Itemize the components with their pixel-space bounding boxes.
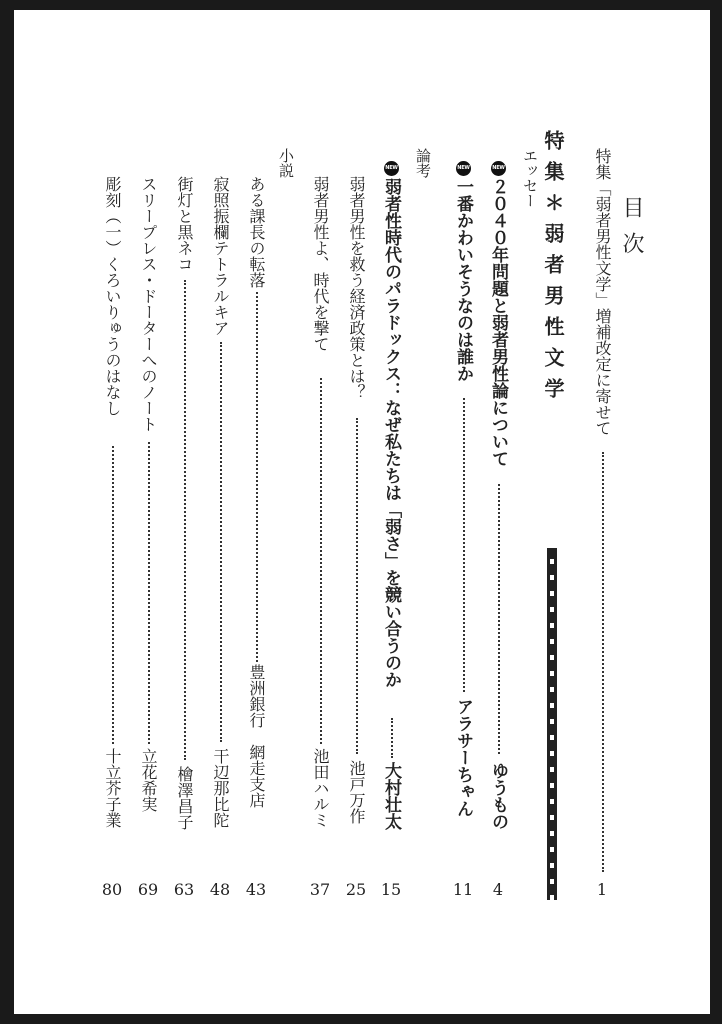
toc-entry-title[interactable]: 彫刻（一）くろいりゅうのはなし	[103, 176, 122, 416]
new-badge: NEW	[384, 161, 399, 176]
page-number: 11	[452, 880, 474, 899]
toc-entry-title[interactable]: スリープレス・ドーターへのノート	[139, 176, 158, 432]
page-number: 25	[345, 880, 367, 899]
toc-entry-title[interactable]: ある課長の転落	[247, 176, 266, 288]
page-number: 63	[173, 880, 195, 899]
leader-dots	[391, 718, 393, 758]
toc-entry-author: ゆうもの	[488, 762, 508, 830]
page-number: 15	[380, 880, 402, 899]
section-label-ronko: 論考	[414, 148, 432, 178]
toc-entry-title[interactable]: 弱者男性よ、時代を撃て	[311, 176, 330, 352]
toc-entry-author: 池戸万作	[347, 760, 366, 824]
leader-dots	[220, 342, 222, 742]
toc-entry-title[interactable]: 弱者男性を救う経済政策とは？	[347, 176, 366, 400]
toc-entry-title[interactable]: 街灯と黒ネコ	[175, 176, 194, 272]
toc-entry-title[interactable]: 一番かわいそうなのは誰か	[453, 178, 473, 382]
leader-dots	[112, 446, 114, 744]
page-title: 目次	[619, 196, 644, 268]
feature-heading: 特集＊弱者男性文学	[541, 130, 565, 409]
leader-dots	[148, 442, 150, 744]
page-number: 69	[137, 880, 159, 899]
toc-entry-author: アラサーちゃん	[453, 698, 473, 817]
toc-page	[14, 10, 710, 1014]
toc-entry-title[interactable]: 寂照振欄テトラルキア	[211, 176, 230, 336]
section-label-novel: 小説	[277, 148, 295, 178]
toc-entry-author: 大村壮太	[381, 762, 401, 830]
toc-entry-author: 檜澤昌子	[175, 766, 194, 830]
leader-dots	[356, 418, 358, 754]
leader-dots	[463, 398, 465, 692]
leader-dots	[184, 280, 186, 760]
page-number: 4	[492, 880, 504, 899]
toc-entry-preface-title[interactable]: 特集「弱者男性文学」増補改定に寄せて	[593, 148, 612, 436]
new-badge: NEW	[456, 161, 471, 176]
page-number: 43	[245, 880, 267, 899]
toc-entry-title[interactable]: ２０４０年問題と弱者男性論について	[488, 178, 508, 467]
leader-dots	[602, 452, 604, 872]
toc-entry-author: 池田ハルミ	[311, 748, 330, 828]
leader-dots	[320, 378, 322, 744]
leader-dots	[498, 484, 500, 754]
toc-entry-author: 立花希実	[139, 748, 158, 812]
toc-entry-author: 干辺那比陀	[211, 748, 230, 828]
double-rule	[547, 548, 557, 900]
toc-entry-title[interactable]: 弱者性時代のパラドックス：なぜ私たちは「弱さ」を競い合うのか	[381, 178, 401, 688]
section-label-essay: エッセー	[521, 148, 539, 208]
toc-entry-author: 豊洲銀行 網走支店	[247, 664, 266, 808]
page-number: 37	[309, 880, 331, 899]
page-number: 80	[101, 880, 123, 899]
new-badge: NEW	[491, 161, 506, 176]
toc-entry-author: 十立芥子業	[103, 748, 122, 828]
page-number: 48	[209, 880, 231, 899]
page-number: 1	[596, 880, 608, 899]
leader-dots	[256, 292, 258, 662]
